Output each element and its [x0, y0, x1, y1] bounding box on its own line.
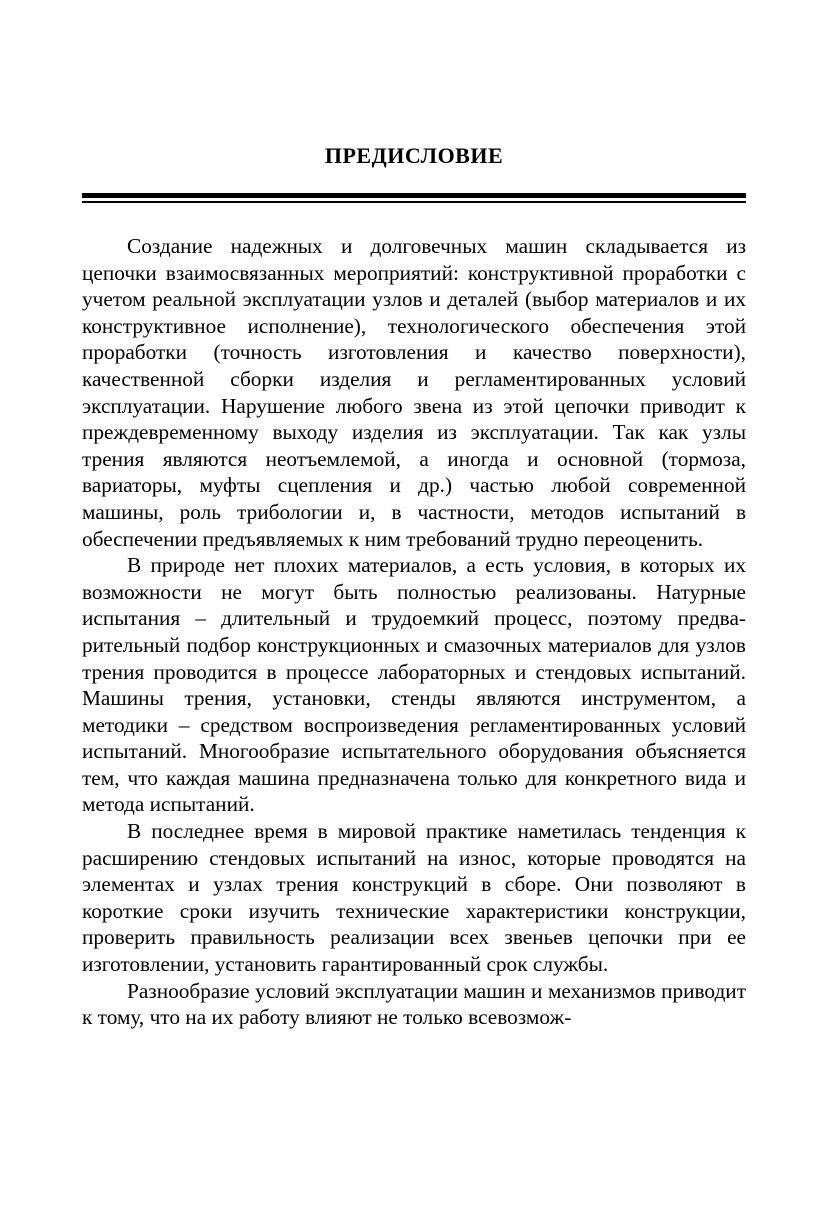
title-rule-thin [82, 201, 746, 203]
paragraph-2: В природе нет плохих материалов, а есть условия, в которых их возможности не могут быть полностью реализованы. Натурные испытания – длительный и трудоемкий процесс, поэтому предварительный подбор конструкционных и смазочных материалов для узлов трения проводится в процессе лабораторных и стендовых испытаний. Машины трения, установки, стенды являются инструментом, а методики – средством воспроизведения регламентированных условий испытаний. Многообразие испытательного оборудования объясняется тем, что каждая машина предназначена только для конкретного вида и метода испытаний. [82, 553, 746, 817]
paragraph-3: В последнее время в мировой практике наметилась тенденция к расширению стендовых испытаний на износ, которые проводятся на элементах и узлах трения конструкций в сборе. Они позволяют в короткие сроки изучить технические характеристики конструкции, проверить правильность реализации всех звеньев цепочки при ее изготовлении, установить гарантированный срок службы. [82, 819, 746, 977]
paragraph-4: Разнообразие условий эксплуатации машин и механизмов приводит к тому, что на их работу влияют не только всевозмож- [82, 978, 746, 1030]
paragraph-1: Создание надежных и долговечных машин складывается из цепочки взаимосвязанных мероприятий: конструктивной проработки с учетом реальной эксплуатации узлов и деталей (выбор материалов и их конструктивное исполнение), технологического обеспечения этой проработки (точность изготовления и качество поверхности), качественной сборки изделия и регламентированных условий эксплуатации. Нарушение любого звена из этой цепочки приводит к преждевременному выходу изделия из эксплуатации. Так как узлы трения являются неотъемлемой, а иногда и основной (тормоза, вариаторы, муфты сцепления и др.) частью любой современной машины, роль трибологии и, в частности, методов испытаний в обеспечении предъявляемых к ним требований трудно переоценить. [82, 234, 746, 551]
body-text [82, 233, 746, 1031]
page-title: ПРЕДИСЛОВИЕ [324, 143, 504, 168]
title-rule-thick [82, 193, 746, 198]
